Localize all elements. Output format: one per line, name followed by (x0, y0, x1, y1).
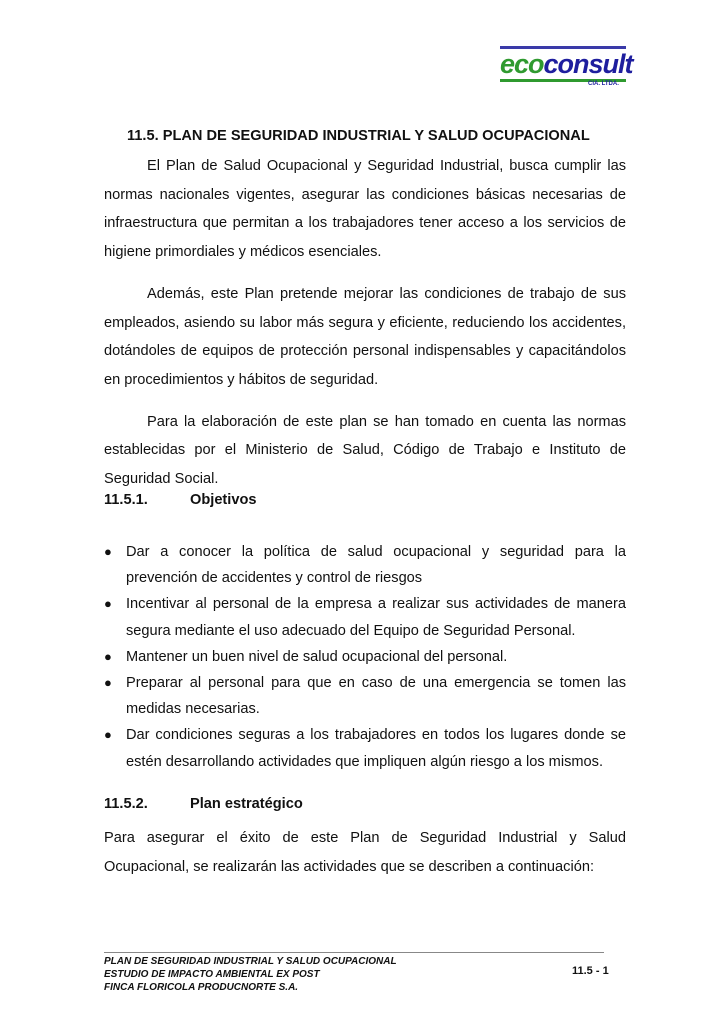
list-item (104, 591, 626, 643)
bullet-icon: ● (104, 544, 112, 559)
section-heading: 11.5. PLAN DE SEGURIDAD INDUSTRIAL Y SALUD OCUPACIONAL (127, 128, 590, 144)
list-item-text: Preparar al personal para que en caso de una emergencia se tomen las medidas necesarias. (126, 675, 626, 718)
intro-paragraph-3: Para la elaboración de este plan se han tomado en cuenta las normas establecidas por el Ministerio de Salud, Código de Trabajo e Instituto de Seguridad Social. (104, 413, 626, 488)
list-item (104, 670, 626, 722)
objectives-title: Objetivos (190, 492, 257, 508)
intro-paragraph-1: El Plan de Salud Ocupacional y Seguridad Industrial, busca cumplir las normas nacionales vigentes, asegurar las condiciones básicas necesarias de infraestructura que permitan a los trabajadores tener acceso a los servicios de higiene primordiales y médicos esenciales. (104, 158, 626, 261)
list-item (104, 539, 626, 591)
bullet-icon: ● (104, 648, 112, 664)
footer-line-1: PLAN DE SEGURIDAD INDUSTRIAL Y SALUD OCUPACIONAL (104, 956, 397, 967)
objectives-number: 11.5.1. (104, 492, 148, 508)
page-number: 11.5 - 1 (572, 965, 609, 977)
objectives-heading (104, 492, 257, 508)
strategic-heading (104, 796, 303, 812)
list-item-text: Mantener un buen nivel de salud ocupacional del personal. (126, 648, 508, 665)
ecoconsult-logo (500, 46, 633, 96)
list-item-text: Incentivar al personal de la empresa a realizar sus actividades de manera segura mediante el uso adecuado del Equipo de Seguridad Personal. (126, 596, 626, 639)
list-item-text: Dar condiciones seguras a los trabajadores en todos los lugares donde se estén desarrollando actividades que impliquen algún riesgo a los mismos. (126, 727, 626, 770)
bullet-icon: ● (104, 727, 112, 743)
footer-line-2: ESTUDIO DE IMPACTO AMBIENTAL EX POST (104, 969, 320, 980)
bullet-icon: ● (104, 675, 112, 691)
list-item (104, 644, 626, 670)
logo-consult: consult (543, 49, 633, 79)
list-item (104, 722, 626, 774)
logo-eco: eco (500, 49, 544, 79)
strategic-paragraph: Para asegurar el éxito de este Plan de Seguridad Industrial y Salud Ocupacional, se realizarán las actividades que se describen a continuación: (104, 830, 626, 875)
bullet-icon: ● (104, 596, 112, 612)
intro-text (104, 152, 626, 494)
strategic-number: 11.5.2. (104, 796, 148, 812)
footer-divider (104, 952, 604, 953)
footer-line-3: FINCA FLORICOLA PRODUCNORTE S.A. (104, 982, 299, 993)
objectives-list (104, 539, 626, 775)
strategic-title: Plan estratégico (190, 796, 303, 812)
logo-suffix: CIA. LTDA. (588, 81, 619, 87)
logo-wordmark (500, 50, 633, 78)
footer-info (104, 955, 397, 994)
list-item-text: Dar a conocer la política de salud ocupacional y seguridad para la prevención de accidentes y control de riesgos (126, 544, 626, 587)
intro-paragraph-2: Además, este Plan pretende mejorar las condiciones de trabajo de sus empleados, asiendo su labor más segura y eficiente, reduciendo los accidentes, dotándoles de equipos de protección personal indispensables y capacitándolos en procedimientos y hábitos de seguridad. (104, 285, 626, 388)
